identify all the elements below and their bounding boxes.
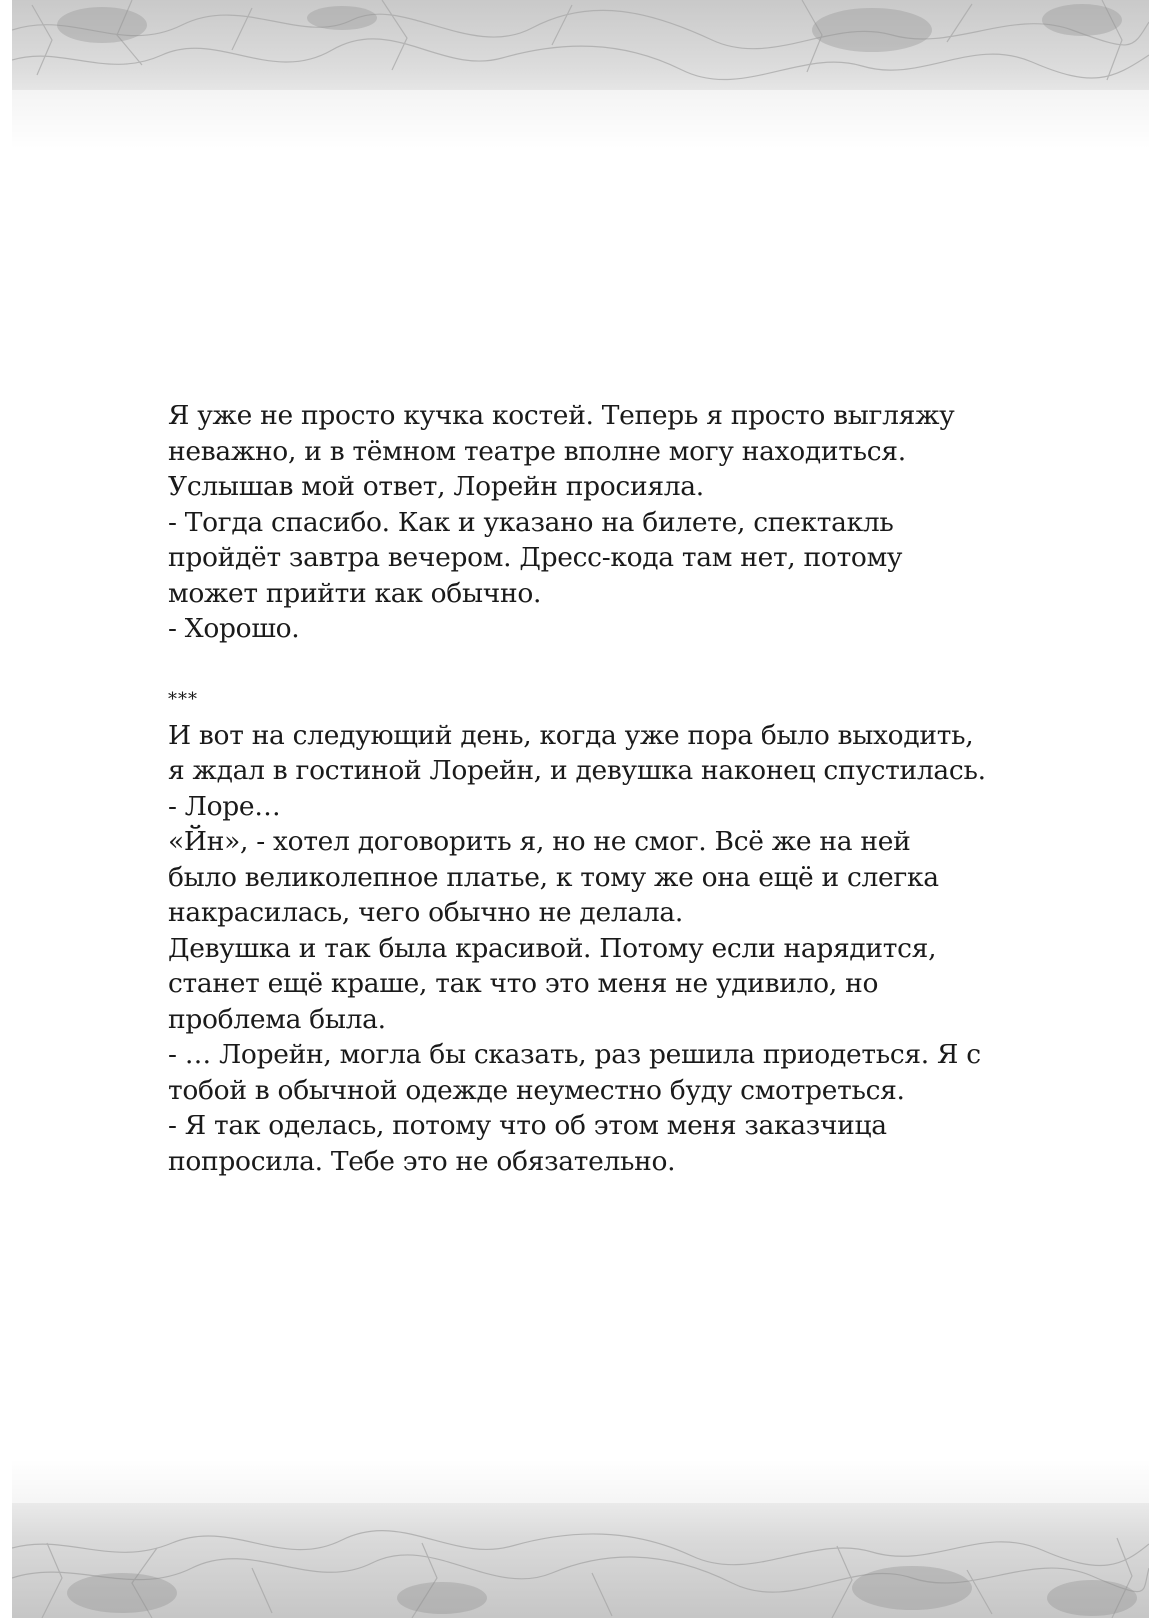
text-line: - Лоре… xyxy=(168,790,281,822)
crumpled-paper-bottom-border-icon xyxy=(12,1458,1149,1618)
text-line: - Я так оделась, потому что об этом меня заказчица xyxy=(168,1110,887,1141)
text-line: Я уже не просто кучка костей. Теперь я просто выгляжу xyxy=(168,400,955,431)
text-line: неважно, и в тёмном театре вполне могу находиться. xyxy=(168,435,906,467)
text-line: Услышав мой ответ, Лорейн просияла. xyxy=(168,471,704,502)
text-line: попросила. Тебе это не обязательно. xyxy=(168,1145,676,1177)
text-line: И вот на следующий день, когда уже пора было выходить, xyxy=(168,719,974,751)
scene-separator: *** xyxy=(168,689,198,710)
text-line: может прийти как обычно. xyxy=(168,577,542,609)
text-line: проблема была. xyxy=(168,1003,386,1035)
story-text xyxy=(168,398,1028,1179)
text-line: я ждал в гостиной Лорейн, и девушка наконец спустилась. xyxy=(168,755,986,786)
blank-line xyxy=(168,647,1028,683)
text-line: станет ещё краше, так что это меня не удивило, но xyxy=(168,968,879,999)
text-line: - Тогда спасибо. Как и указано на билете, спектакль xyxy=(168,506,894,538)
text-line: «Йн», - хотел договорить я, но не смог. Всё же на ней xyxy=(168,826,911,857)
text-line: пройдёт завтра вечером. Дресс-кода там нет, потому xyxy=(168,542,903,573)
text-line: было великолепное платье, к тому же она ещё и слегка xyxy=(168,861,939,893)
text-line: накрасилась, чего обычно не делала. xyxy=(168,897,684,928)
text-line: тобой в обычной одежде неуместно буду смотреться. xyxy=(168,1074,905,1106)
crumpled-paper-top-border-icon xyxy=(12,0,1149,150)
text-line: - Хорошо. xyxy=(168,613,300,644)
text-line: Девушка и так была красивой. Потому если нарядится, xyxy=(168,932,937,964)
text-line: - … Лорейн, могла бы сказать, раз решила приодеться. Я с xyxy=(168,1039,981,1070)
